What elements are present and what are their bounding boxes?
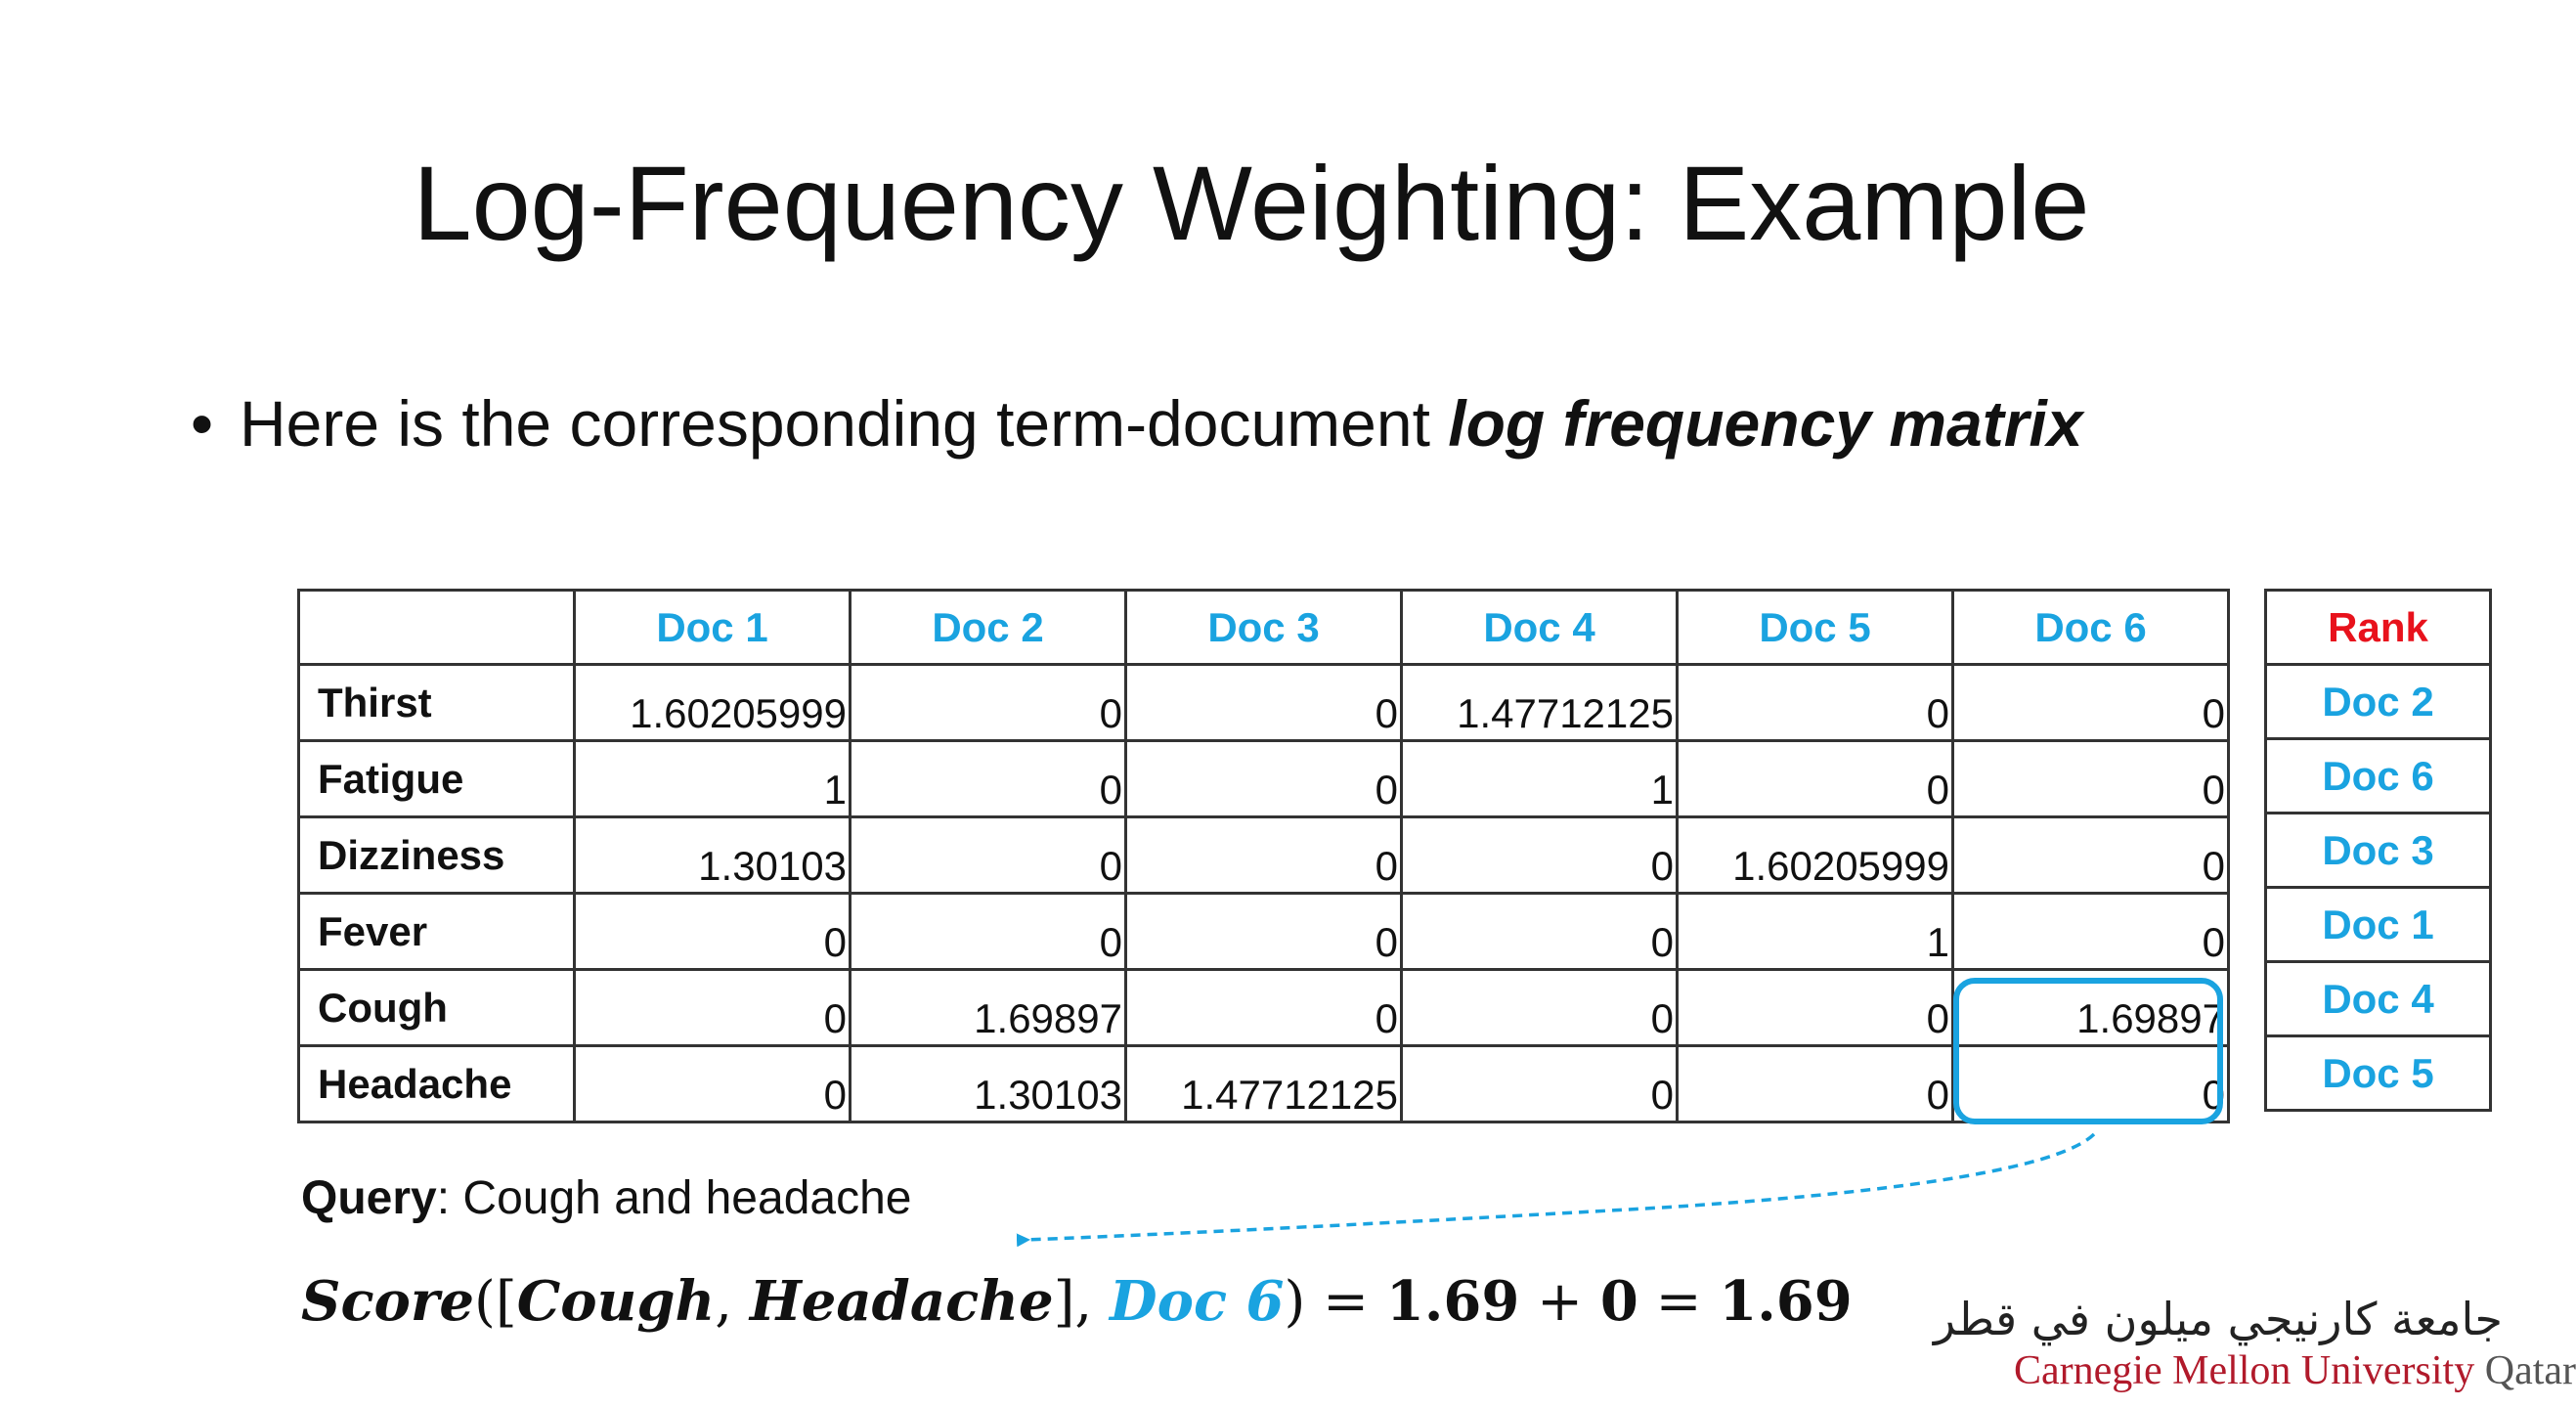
matrix-cell: 0	[1126, 970, 1402, 1046]
table-row	[299, 894, 2229, 970]
matrix-cell: 0	[1953, 894, 2229, 970]
matrix-cell: 0	[1678, 1046, 1953, 1122]
score-close-list: ],	[1053, 1270, 1111, 1334]
matrix-cell: 0	[1402, 970, 1678, 1046]
row-term: Dizziness	[299, 817, 575, 894]
query-label: Query	[301, 1172, 437, 1224]
matrix-cell: 1.60205999	[575, 665, 851, 741]
matrix-cell: 0	[851, 817, 1126, 894]
matrix-cell: 0	[575, 1046, 851, 1122]
matrix-cell: 0	[1953, 817, 2229, 894]
score-plus: +	[1519, 1270, 1600, 1334]
table-row	[299, 1046, 2229, 1122]
matrix-cell: 0	[1402, 817, 1678, 894]
matrix-cell: 0	[575, 970, 851, 1046]
rank-item: Doc 3	[2266, 814, 2491, 888]
logo-english-qatar: Qatar	[2484, 1348, 2576, 1393]
matrix-cell: 0	[1402, 1046, 1678, 1122]
score-function: Score	[301, 1269, 475, 1334]
score-open: ([	[474, 1270, 517, 1334]
column-header-doc3: Doc 3	[1126, 591, 1402, 665]
bullet-dot-icon: •	[191, 387, 214, 460]
rank-table	[2264, 589, 2492, 1112]
matrix-header-row	[299, 591, 2229, 665]
log-frequency-matrix	[297, 589, 2230, 1123]
matrix-cell: 1.69897	[851, 970, 1126, 1046]
rank-header: Rank	[2266, 591, 2491, 665]
matrix-corner-cell	[299, 591, 575, 665]
matrix-cell: 0	[1678, 970, 1953, 1046]
row-term: Cough	[299, 970, 575, 1046]
matrix-cell: 1.47712125	[1402, 665, 1678, 741]
matrix-cell: 1.47712125	[1126, 1046, 1402, 1122]
matrix-cell: 1.60205999	[1678, 817, 1953, 894]
bullet-point	[191, 386, 2082, 461]
score-value-2: 0	[1599, 1269, 1638, 1334]
matrix-cell: 0	[851, 665, 1126, 741]
table-row	[299, 665, 2229, 741]
column-header-doc6: Doc 6	[1953, 591, 2229, 665]
score-doc: Doc 6	[1110, 1269, 1285, 1334]
matrix-cell: 0	[1678, 665, 1953, 741]
logo-arabic-text: جامعة كارنيجي ميلون في قطر	[1933, 1293, 2503, 1345]
matrix-cell: 1.30103	[851, 1046, 1126, 1122]
matrix-cell: 0	[1126, 817, 1402, 894]
matrix-cell: 0	[1402, 894, 1678, 970]
rank-item: Doc 6	[2266, 739, 2491, 814]
matrix-cell: 0	[1953, 741, 2229, 817]
matrix-cell: 0	[1678, 741, 1953, 817]
score-value-1: 1.69	[1385, 1269, 1520, 1334]
query-text: : Cough and headache	[436, 1172, 912, 1224]
column-header-doc2: Doc 2	[851, 591, 1126, 665]
matrix-cell: 0	[851, 741, 1126, 817]
column-header-doc5: Doc 5	[1678, 591, 1953, 665]
bullet-text: Here is the corresponding term-document	[240, 387, 1449, 460]
score-arg-headache: Headache	[749, 1269, 1054, 1334]
score-equals: =	[1637, 1270, 1720, 1334]
matrix-cell: 0	[1953, 665, 2229, 741]
row-term: Fever	[299, 894, 575, 970]
score-comma: ,	[715, 1270, 750, 1334]
matrix-cell: 1	[1678, 894, 1953, 970]
row-term: Fatigue	[299, 741, 575, 817]
query-line	[301, 1171, 911, 1225]
rank-item: Doc 5	[2266, 1036, 2491, 1111]
slide-title: Log-Frequency Weighting: Example	[413, 144, 2090, 262]
table-row	[299, 741, 2229, 817]
bullet-emphasis: log frequency matrix	[1448, 387, 2083, 460]
matrix-cell: 1	[575, 741, 851, 817]
table-row	[299, 817, 2229, 894]
cmu-qatar-logo	[1933, 1293, 2576, 1408]
score-formula	[301, 1269, 1853, 1334]
column-header-doc4: Doc 4	[1402, 591, 1678, 665]
matrix-cell: 1	[1402, 741, 1678, 817]
row-term: Thirst	[299, 665, 575, 741]
rank-item: Doc 4	[2266, 962, 2491, 1036]
score-close: ) =	[1284, 1270, 1386, 1334]
matrix-cell: 0	[851, 894, 1126, 970]
logo-english-main: Carnegie Mellon University	[2014, 1348, 2485, 1393]
matrix-cell: 0	[1953, 1046, 2229, 1122]
logo-english-text	[2014, 1347, 2576, 1394]
matrix-cell: 1.30103	[575, 817, 851, 894]
matrix-cell: 0	[575, 894, 851, 970]
matrix-cell: 0	[1126, 665, 1402, 741]
matrix-cell: 0	[1126, 741, 1402, 817]
score-result: 1.69	[1719, 1269, 1853, 1334]
row-term: Headache	[299, 1046, 575, 1122]
table-row	[299, 970, 2229, 1046]
matrix-cell: 1.69897	[1953, 970, 2229, 1046]
rank-item: Doc 2	[2266, 665, 2491, 739]
matrix-cell: 0	[1126, 894, 1402, 970]
column-header-doc1: Doc 1	[575, 591, 851, 665]
rank-item: Doc 1	[2266, 888, 2491, 962]
score-arg-cough: Cough	[516, 1269, 716, 1334]
